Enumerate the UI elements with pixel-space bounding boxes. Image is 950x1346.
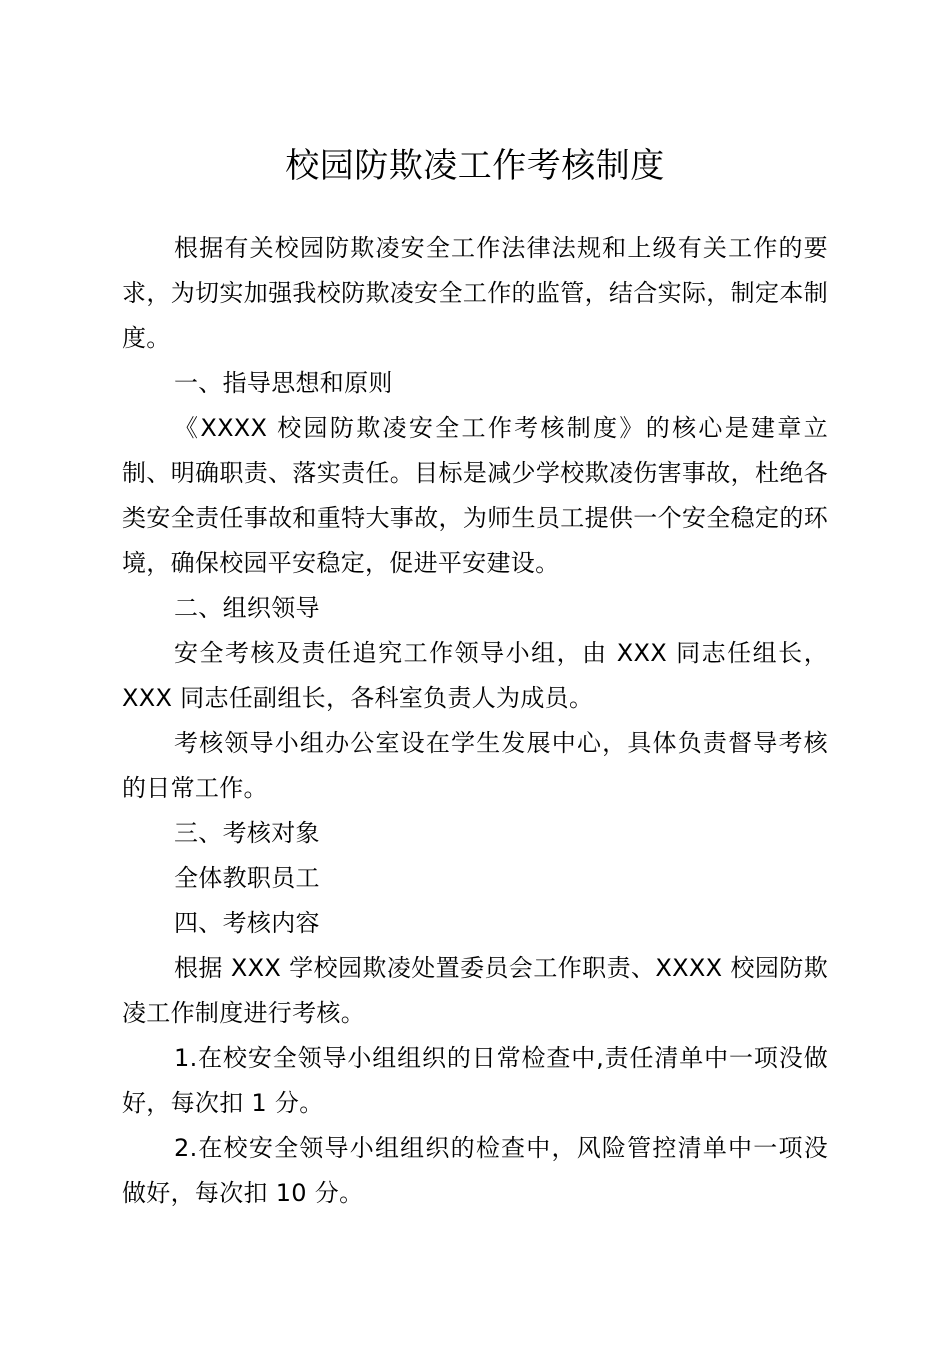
rule-item-2: 2.在校安全领导小组组织的检查中，风险管控清单中一项没做好，每次扣 10 分。	[122, 1134, 828, 1207]
section-heading-guiding-principles: 一、指导思想和原则	[174, 369, 393, 397]
principles-paragraph: 《XXXX 校园防欺凌安全工作考核制度》的核心是建章立制、明确职责、落实责任。目标是减少学校欺凌伤害事故，杜绝各类安全责任事故和重特大事故，为师生员工提供一个安全稳定的环境，确保校园平安稳定，促进平安建设。	[122, 414, 828, 577]
assessment-basis-paragraph: 根据 XXX 学校园欺凌处置委员会工作职责、XXXX 校园防欺凌工作制度进行考核。	[122, 954, 828, 1027]
section-heading-assessment-content: 四、考核内容	[174, 909, 320, 937]
office-paragraph: 考核领导小组办公室设在学生发展中心，具体负责督导考核的日常工作。	[122, 729, 828, 802]
assessment-target-paragraph: 全体教职员工	[174, 864, 320, 892]
rule-item-1: 1.在校安全领导小组组织的日常检查中,责任清单中一项没做好，每次扣 1 分。	[122, 1044, 828, 1117]
section-heading-assessment-target: 三、考核对象	[174, 819, 320, 847]
section-heading-organization: 二、组织领导	[174, 594, 320, 622]
intro-paragraph: 根据有关校园防欺凌安全工作法律法规和上级有关工作的要求，为切实加强我校防欺凌安全工作的监管，结合实际，制定本制度。	[122, 234, 828, 352]
leadership-group-paragraph: 安全考核及责任追究工作领导小组，由 XXX 同志任组长，XXX 同志任副组长，各科室负责人为成员。	[122, 639, 828, 712]
document-title: 校园防欺凌工作考核制度	[285, 146, 665, 186]
